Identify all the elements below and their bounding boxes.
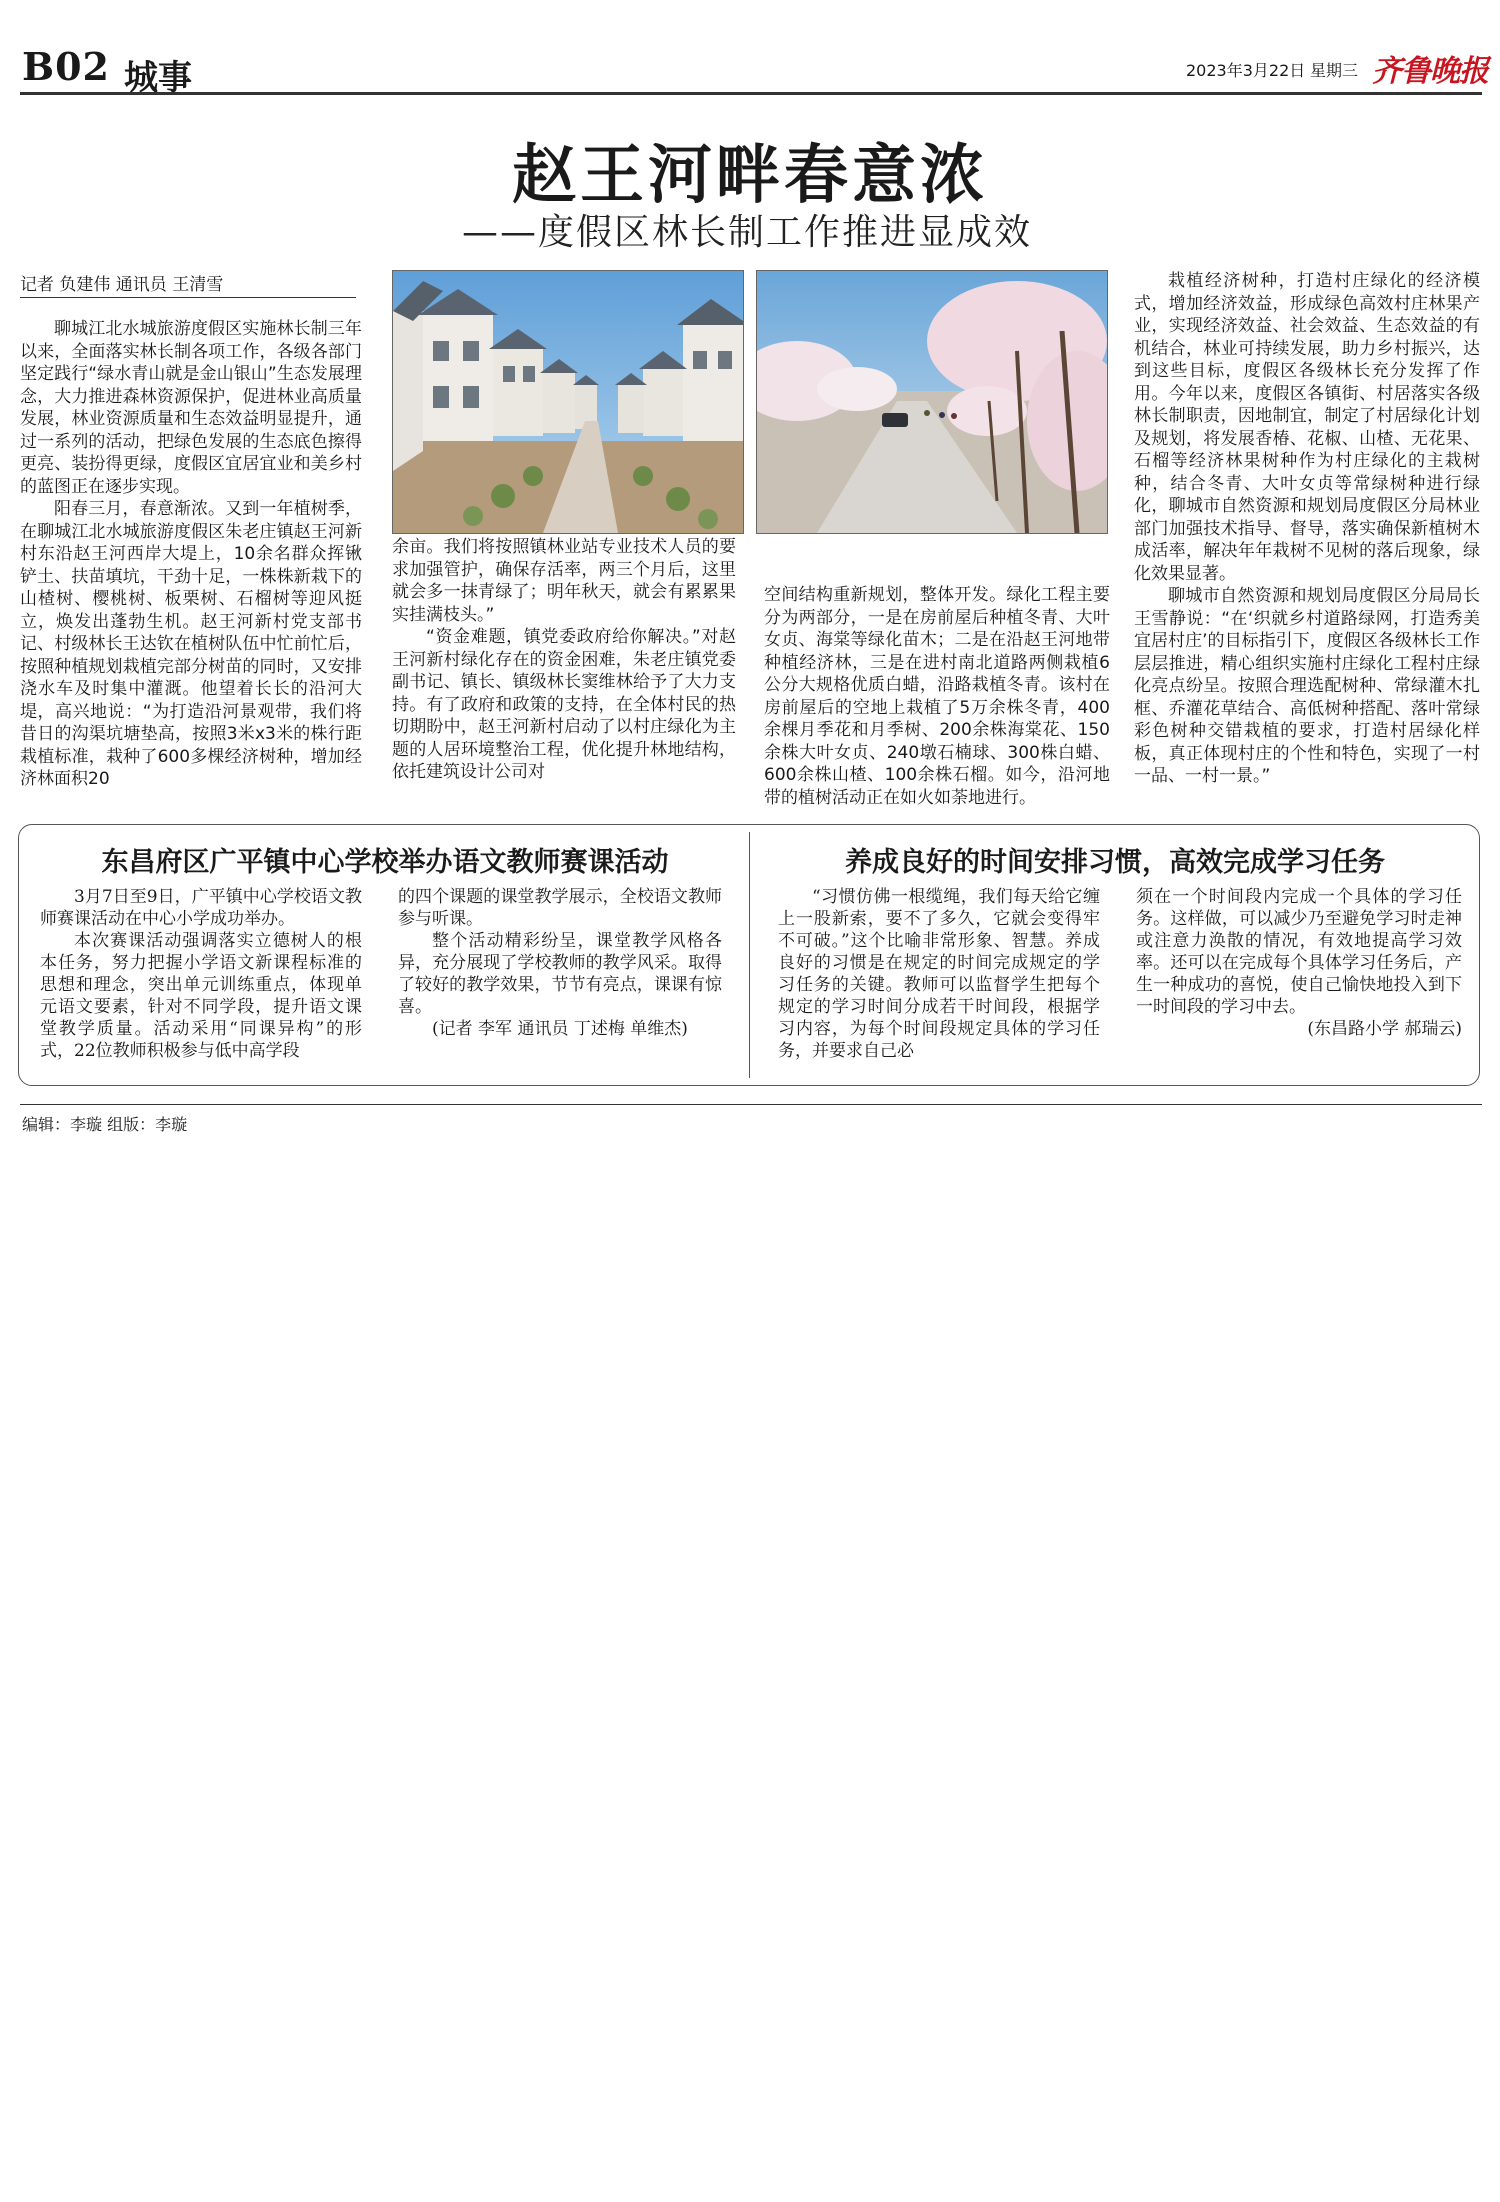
box2-title: 养成良好的时间安排习惯，高效完成学习任务 [845,847,1385,878]
editor-credits: 编辑：李璇 组版：李璇 [22,1115,188,1134]
box1-title: 东昌府区广平镇中心学校举办语文教师赛课活动 [101,847,669,878]
article-column-4 [1134,270,1480,810]
paragraph: 阳春三月，春意渐浓。又到一年植树季，在聊城江北水城旅游度假区朱老庄镇赵王河新村东沿赵王河西岸大堤上，10余名群众挥锹铲土、扶苗填坑，干劲十足，一株株新栽下的山楂树、樱桃树、板栗树、石榴树等迎风挺立，焕发出蓬勃生机。赵王河新村党支部书记、村级林长王达钦在植树队伍中忙前忙后，按照种植规划栽植完部分树苗的同时，又安排浇水车及时集中灌溉。他望着长长的沿河大堤，高兴地说：“为打造沿河景观带，我们将昔日的沟渠坑塘垫高，按照3米x3米的株行距栽植标准，栽种了600多棵经济树种，增加经济林面积20 [20,499,362,789]
box2-column-left [778,886,1100,1076]
paragraph: 整个活动精彩纷呈，课堂教学风格各异，充分展现了学校教师的教学风采。取得了较好的教学效果，节节有亮点，课课有惊喜。 [398,931,722,1017]
header-rule [20,92,1482,95]
paragraph: 须在一个时间段内完成一个具体的学习任务。这样做，可以减少乃至避免学习时走神或注意力涣散的情况，有效地提高学习效率。还可以在完成每个具体学习任务后，产生一种成功的喜悦，使自己愉快地投入到下一时间段的学习中去。 [1136,887,1462,1017]
article-column-3 [764,584,1110,812]
article-subtitle: ——度假区林长制工作推进显成效 [462,212,1033,253]
box1-column-left [40,886,362,1076]
paragraph: 余亩。我们将按照镇林业站专业技术人员的要求加强管护，确保存活率，两三个月后，这里就会多一抹青绿了；明年秋天，就会有累累果实挂满枝头。” [392,537,736,625]
paragraph: 聊城市自然资源和规划局度假区分局局长王雪静说：“在‘织就乡村道路绿网，打造秀美宜居村庄’的目标指引下，度假区各级林长工作层层推进，精心组织实施村庄绿化工程村庄绿化亮点纷呈。按照合理选配树种、常绿灌木扎框、乔灌花草结合、高低树种搭配、落叶常绿彩色树种交错栽植的要求，打造村居绿化样板，真正体现村庄的个性和特色，实现了一村一品、一村一景。” [1134,586,1480,786]
box-divider [749,832,750,1078]
page-number: B02 [22,44,110,89]
paragraph: 本次赛课活动强调落实立德树人的根本任务，努力把握小学语文新课程标准的思想和理念，突出单元训练重点，体现单元语文要素，针对不同学段，提升语文课堂教学质量。活动采用“同课异构”的形式，22位教师积极参与低中高学段 [40,931,362,1061]
paragraph: “资金难题，镇党委政府给你解决。”对赵王河新村绿化存在的资金困难，朱老庄镇党委副书记、镇长、镇级林长窦维林给予了大力支持。有了政府和政策的支持，在全体村民的热切期盼中，赵王河新村启动了以村庄绿化为主题的人居环境整治工程，优化提升林地结构，依托建筑设计公司对 [392,627,736,782]
paragraph: 3月7日至9日，广平镇中心学校语文教师赛课活动在中心小学成功举办。 [40,887,362,929]
section-name: 城事 [124,58,192,98]
blossom-road-image [757,271,1107,533]
village-houses-image [393,271,743,533]
box2-credit: (东昌路小学 郝瑞云) [1307,1019,1462,1039]
issue-weekday: 星期三 [1310,61,1359,80]
article-byline: 记者 负建伟 通讯员 王清雪 [20,270,356,298]
article-column-1 [20,318,362,814]
paragraph: 栽植经济树种，打造村庄绿化的经济模式，增加经济效益，形成绿色高效村庄林果产业，实现经济效益、社会效益、生态效益的有机结合，林业可持续发展，助力乡村振兴，达到这些目标，度假区各级林长充分发挥了作用。今年以来，度假区各镇街、村居落实各级林长制职责，因地制宜，制定了村居绿化计划及规划，将发展香椿、花椒、山楂、无花果、石榴等经济林果树种作为村庄绿化的主栽树种，结合冬青、大叶女贞等常绿树种进行绿化，聊城市自然资源和规划局度假区分局林业部门加强技术指导、督导，落实确保新植树木成活率，解决年年栽树不见树的落后现象，绿化效果显著。 [1134,271,1480,584]
paragraph: 的四个课题的课堂教学展示，全校语文教师参与听课。 [398,887,722,929]
box1-credit: (记者 李军 通讯员 丁述梅 单维杰) [432,1019,688,1039]
newspaper-logo: 齐鲁晚报 [1372,54,1488,89]
box2-column-right [1136,886,1462,1076]
photo-blossom-road [756,270,1108,534]
photo-village-houses [392,270,744,534]
box1-column-right [398,886,722,1076]
issue-date: 2023年3月22日 [1186,61,1306,80]
paragraph: 空间结构重新规划，整体开发。绿化工程主要分为两部分，一是在房前屋后种植冬青、大叶女贞、海棠等绿化苗木；二是在沿赵王河地带种植经济林，三是在进村南北道路两侧栽植6公分大规格优质白蜡，沿路栽植冬青。该村在房前屋后的空地上栽植了5万余株冬青，400余棵月季花和月季树、200余株海棠花、150余株大叶女贞、240墩石楠球、300株白蜡、600余株山楂、100余株石榴。如今，沿河地带的植树活动正在如火如荼地进行。 [764,585,1110,808]
paragraph: “习惯仿佛一根缆绳，我们每天给它缠上一股新索，要不了多久，它就会变得牢不可破。”这个比喻非常形象、智慧。养成良好的习惯是在规定的时间完成规定的学习任务的关键。教师可以监督学生把每个规定的学习时间分成若干时间段，根据学习内容，为每个时间段规定具体的学习任务，并要求自己必 [778,887,1100,1061]
article-column-2 [392,536,736,812]
article-title: 赵王河畔春意浓 [512,138,988,213]
paragraph: 聊城江北水城旅游度假区实施林长制三年以来，全面落实林长制各项工作，各级各部门坚定践行“绿水青山就是金山银山”生态发展理念，大力推进森林资源保护，促进林业高质量发展，林业资源质量和生态效益明显提升，通过一系列的活动，把绿色发展的生态底色擦得更亮、装扮得更绿，度假区宜居宜业和美乡村的蓝图正在逐步实现。 [20,319,362,497]
footer-rule [20,1104,1482,1105]
